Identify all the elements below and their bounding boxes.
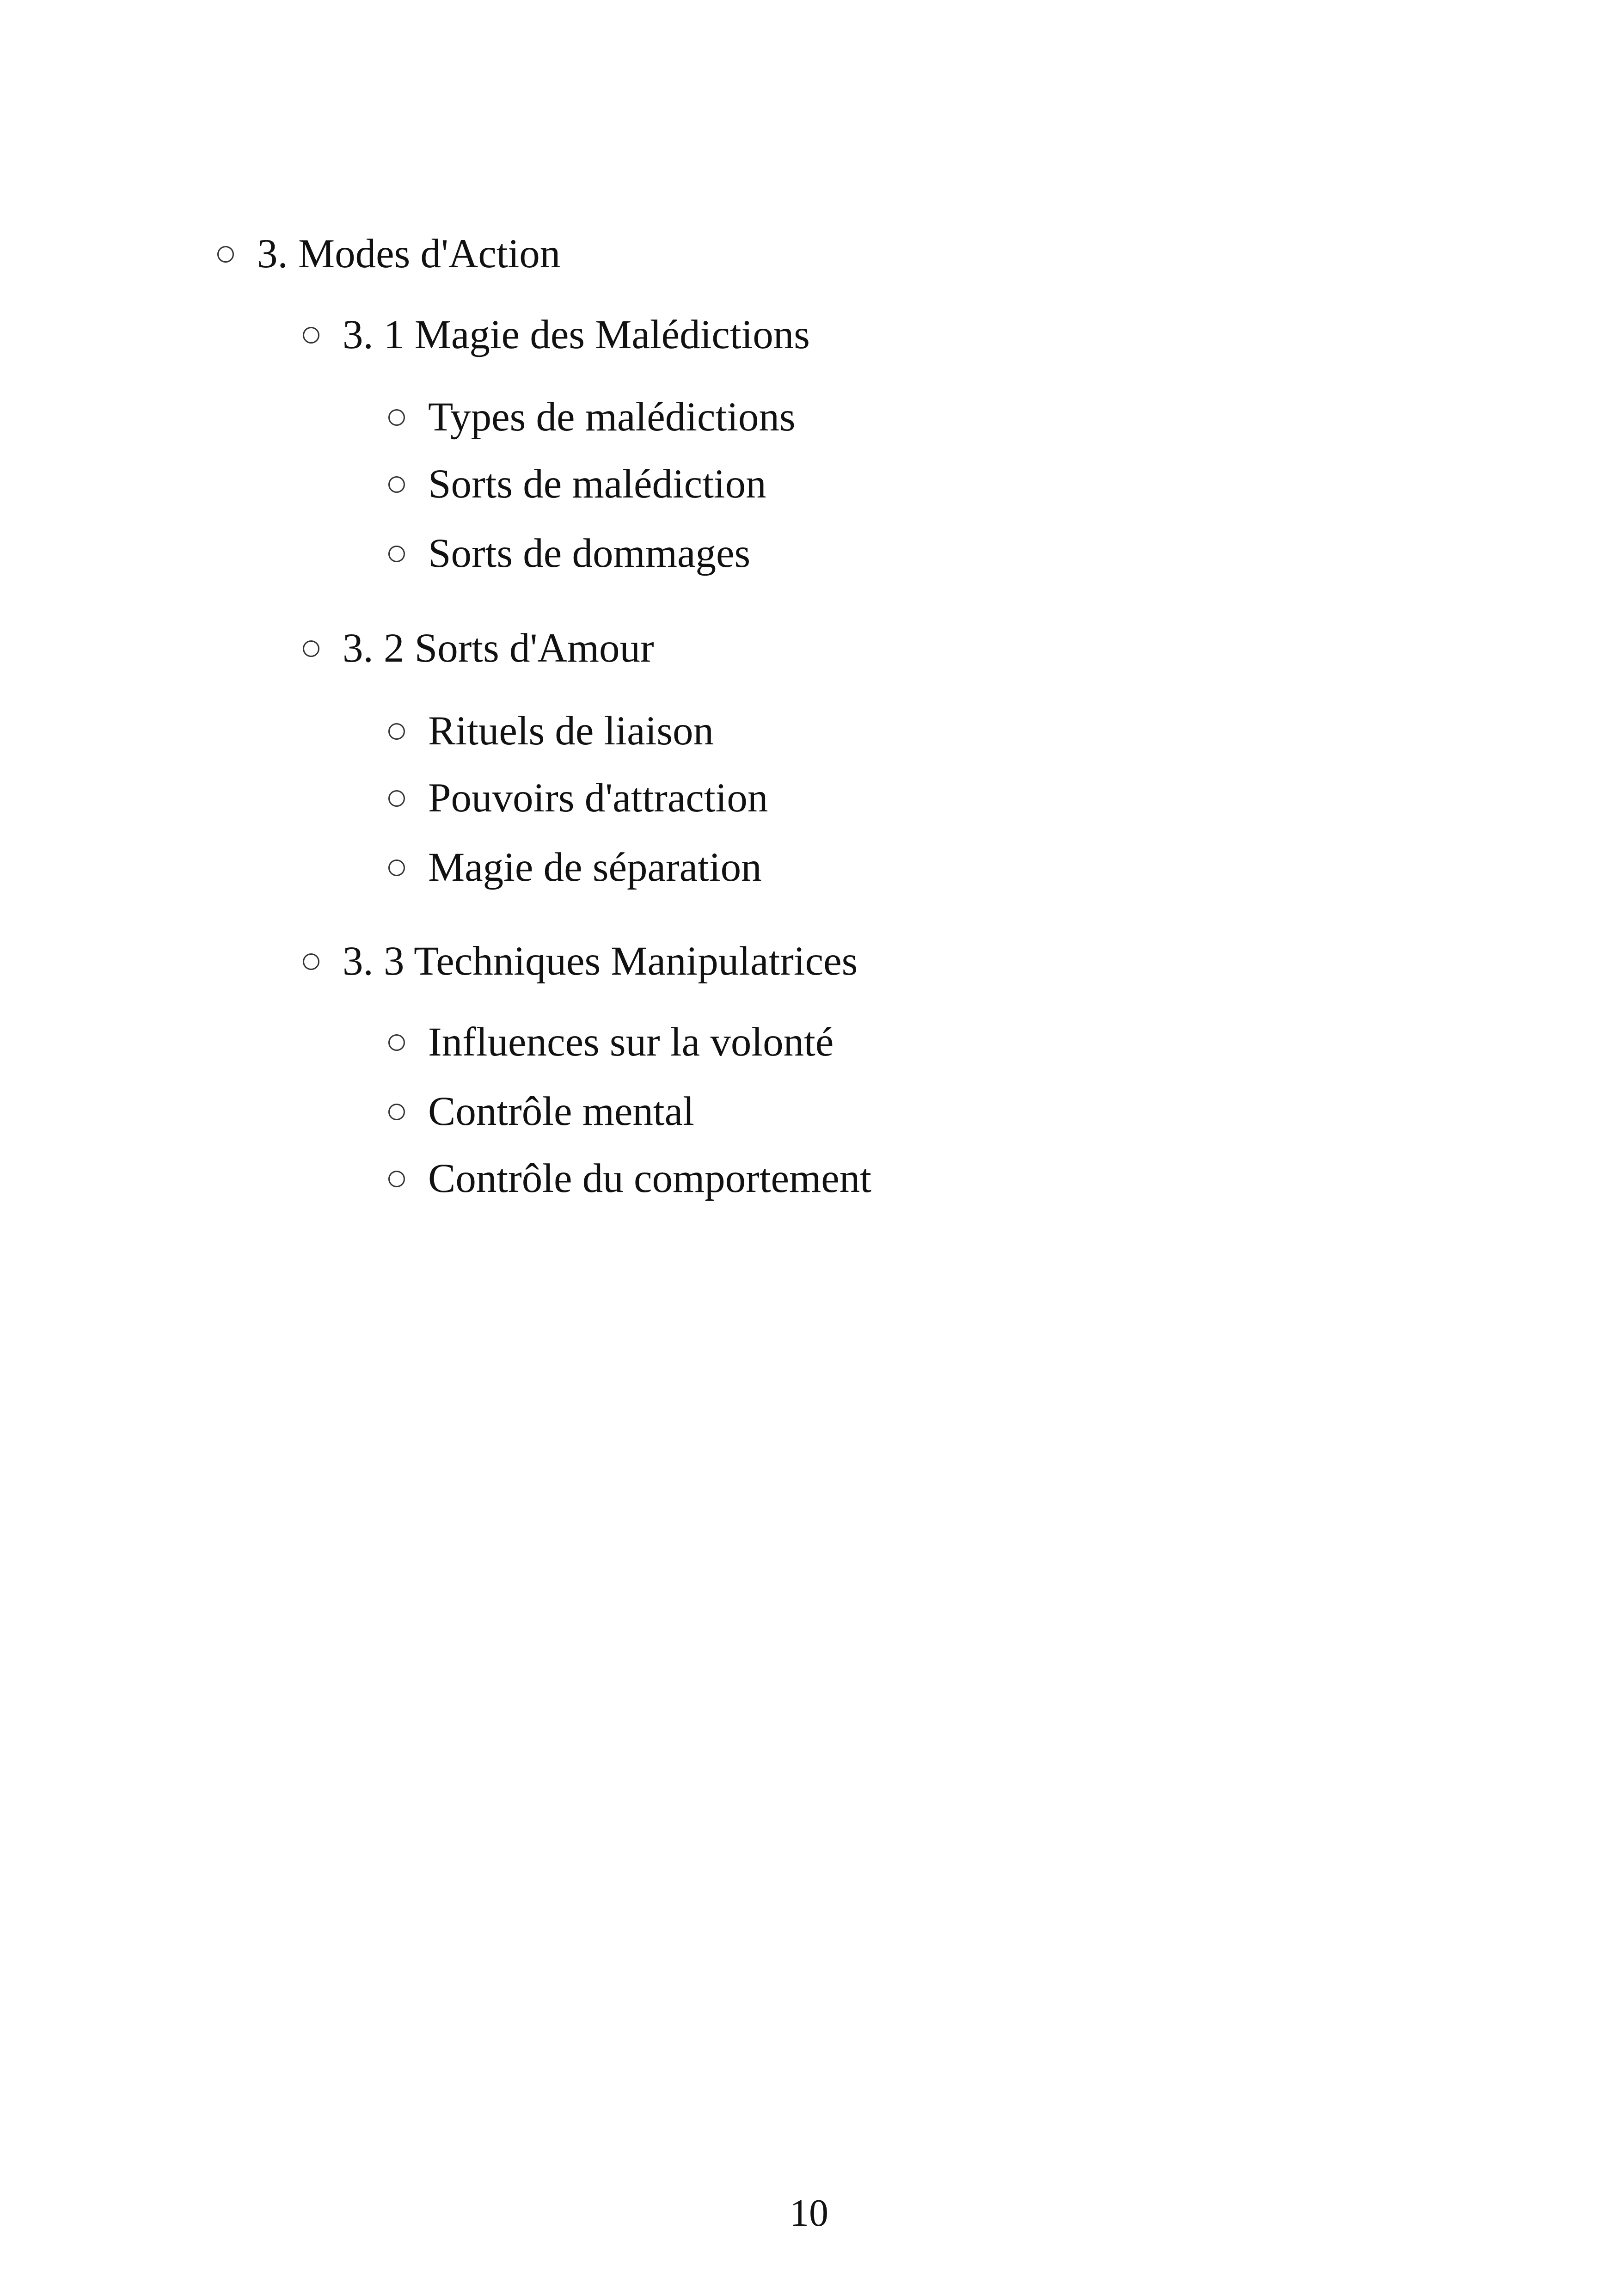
outline-subsection <box>303 628 654 669</box>
outline-item <box>388 394 796 440</box>
hollow-bullet-icon <box>388 723 405 740</box>
outline-item <box>388 1158 871 1199</box>
hollow-bullet-icon <box>303 327 319 344</box>
item-label: Contrôle du comportement <box>428 1156 872 1201</box>
outline-item <box>388 708 714 754</box>
item-label: Influences sur la volonté <box>428 1019 834 1065</box>
item-label: Magie de séparation <box>428 845 762 890</box>
hollow-bullet-icon <box>303 953 319 970</box>
hollow-bullet-icon <box>388 409 405 426</box>
hollow-bullet-icon <box>217 246 234 263</box>
hollow-bullet-icon <box>388 859 405 876</box>
item-label: Sorts de dommages <box>428 531 751 576</box>
outline-item <box>388 775 768 821</box>
item-label: Rituels de liaison <box>428 708 714 754</box>
outline-subsection <box>303 314 810 356</box>
outline-item <box>388 847 762 888</box>
outline-section <box>217 233 560 275</box>
outline-item <box>388 533 750 574</box>
hollow-bullet-icon <box>388 1104 405 1120</box>
page-number: 10 <box>790 2192 828 2235</box>
hollow-bullet-icon <box>388 476 405 493</box>
subsection-title: 3. 1 Magie des Malédictions <box>343 312 810 357</box>
subsection-title: 3. 3 Techniques Manipulatrices <box>343 939 858 984</box>
hollow-bullet-icon <box>388 1171 405 1187</box>
outline-subsection <box>303 941 858 982</box>
outline-item <box>388 1091 694 1132</box>
hollow-bullet-icon <box>388 790 405 807</box>
hollow-bullet-icon <box>388 1034 405 1051</box>
section-title: 3. Modes d'Action <box>257 231 561 276</box>
outline-item <box>388 1019 834 1065</box>
item-label: Sorts de malédiction <box>428 461 766 507</box>
item-label: Types de malédictions <box>428 394 796 440</box>
hollow-bullet-icon <box>303 640 319 657</box>
outline-item <box>388 461 766 507</box>
item-label: Contrôle mental <box>428 1089 694 1134</box>
item-label: Pouvoirs d'attraction <box>428 775 768 821</box>
hollow-bullet-icon <box>388 546 405 562</box>
subsection-title: 3. 2 Sorts d'Amour <box>343 626 654 671</box>
